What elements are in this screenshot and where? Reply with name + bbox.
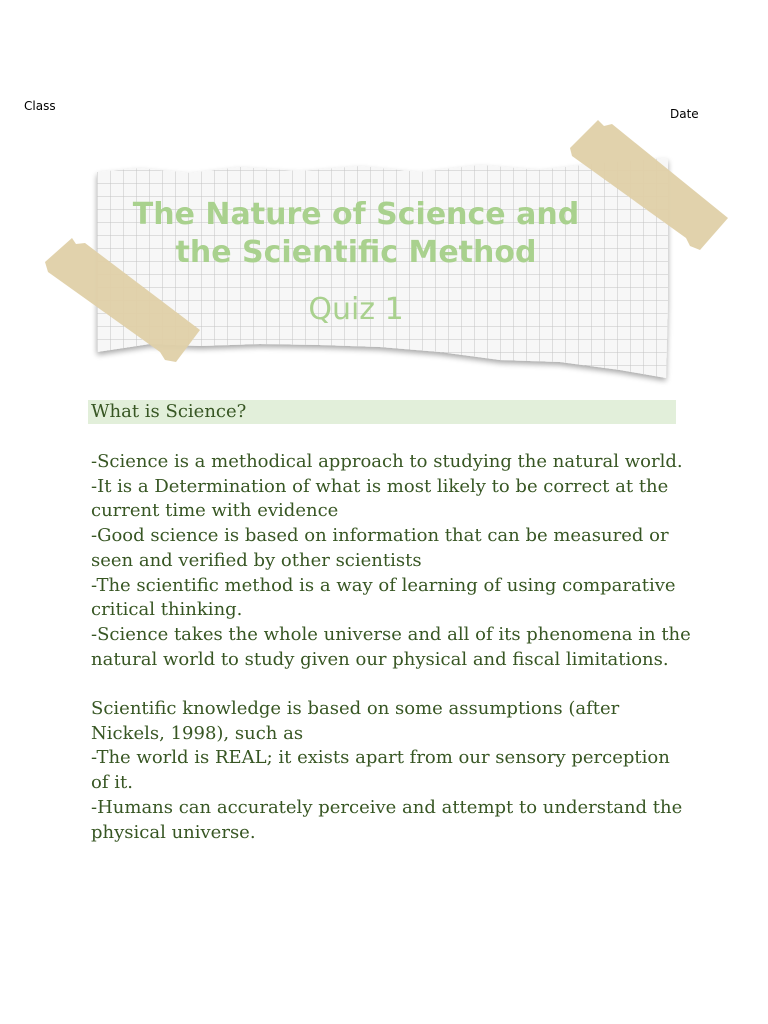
date-label: Date xyxy=(670,107,699,121)
paragraph-line: -The world is REAL; it exists apart from our sensory perception of it. xyxy=(91,747,670,794)
paragraph-line: -Good science is based on information that can be measured or seen and verified by other scientists xyxy=(91,525,669,571)
paragraph-line: -Science takes the whole universe and all of its phenomena in the natural world to study given our physical and fiscal limitations. xyxy=(91,623,691,670)
paragraph-line: Scientific knowledge is based on some assumptions (after Nickels, 1998), such as xyxy=(91,698,620,744)
paragraph-line: -Humans can accurately perceive and attempt to understand the physical universe. xyxy=(91,796,683,843)
banner-title: The Nature of Science and the Scientific Method xyxy=(132,197,580,270)
body-text xyxy=(91,450,691,845)
section-heading: What is Science? xyxy=(88,400,676,424)
paragraph-line: -It is a Determination of what is most likely to be correct at the current time with evidence xyxy=(91,475,669,522)
class-label: Class xyxy=(24,99,56,113)
banner-subtitle: Quiz 1 xyxy=(308,292,404,327)
paragraph-line: -Science is a methodical approach to studying the natural world. xyxy=(91,451,683,472)
paragraph-line: -The scientific method is a way of learning of using comparative critical thinking. xyxy=(91,574,676,621)
